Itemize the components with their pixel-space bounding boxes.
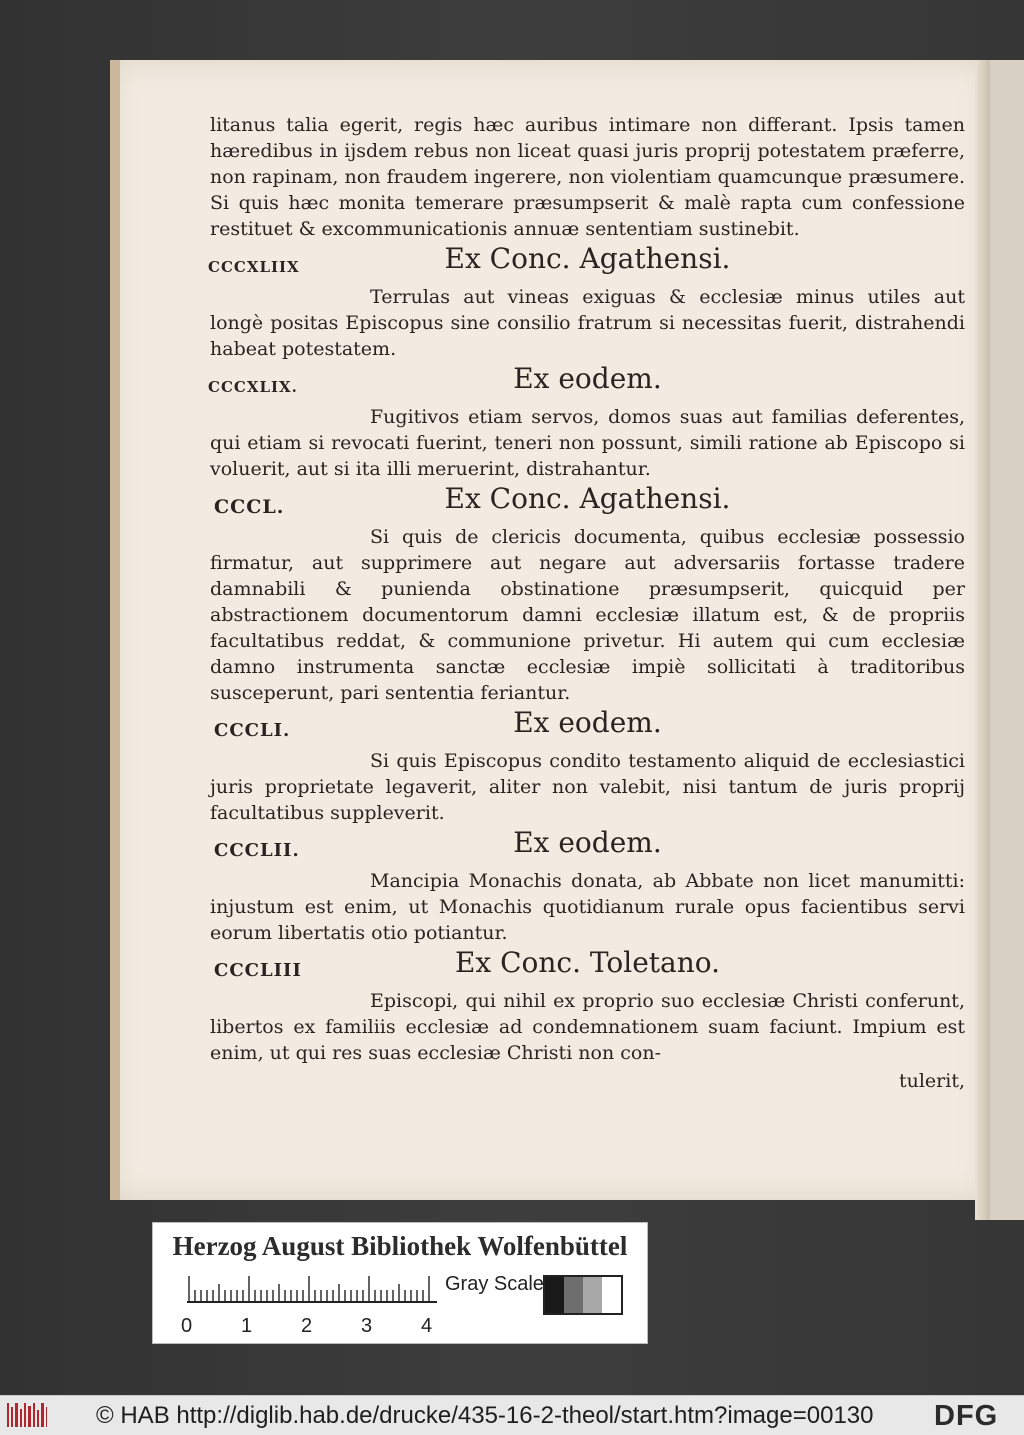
ruler-number: 0 [181, 1315, 193, 1337]
section-text: Mancipia Monachis donata, ab Abbate non licet manumitti: injustum est enim, ut Monachis quotidianum rurale opus facientibus servi eorum libertatis otio potiantur. [210, 870, 965, 944]
section-numeral: CCCXLIIX [208, 258, 300, 276]
section-heading-row [210, 946, 965, 988]
ruler-number: 2 [301, 1315, 313, 1337]
section-numeral: CCCLIII [214, 960, 302, 981]
section-heading: Ex Conc. Toletano. [454, 946, 721, 979]
section-heading: Ex eodem. [513, 706, 662, 739]
section-heading-row [210, 706, 965, 748]
ruler-scale [187, 1275, 437, 1303]
section-heading: Ex eodem. [513, 362, 662, 395]
source-url[interactable]: © HAB http://diglib.hab.de/drucke/435-16-2-theol/start.htm?image=00130 [96, 1402, 874, 1429]
section-numeral: CCCL. [214, 496, 285, 518]
section-heading: Ex Conc. Agathensi. [444, 482, 731, 515]
page-right-edge [975, 60, 990, 1220]
section-heading-row [210, 826, 965, 868]
section-heading: Ex Conc. Agathensi. [444, 242, 731, 275]
ruler-numbers [181, 1315, 441, 1337]
catchword: tulerit, [898, 1070, 965, 1092]
adjacent-page-edge [990, 60, 1024, 1220]
section-numeral: CCCLII. [214, 840, 300, 861]
section-text: Si quis Episcopus condito testamento aliquid de ecclesiastici juris proprietate legaverit, aliter non valebit, nisi tantum de juris proprij facultatibus suppleverit. [210, 750, 965, 824]
gray-swatch-black [545, 1277, 564, 1313]
ruler-number: 4 [421, 1315, 433, 1337]
section-numeral: CCCLI. [214, 720, 291, 741]
ruler-number: 3 [361, 1315, 373, 1337]
lead-paragraph: litanus talia egerit, regis hæc auribus intimare non differant. Ipsis tamen hæredibus in ijsdem rebus non liceat quasi juris proprij potestatem præferre, non rapinam, non fraudem ingerere, non violentiam quamcunque præsumere. Si quis hæc monita temerare præsumpserit & malè rapta cum confessione restituet & excommunicationis annuæ sententiam sustinebit. [210, 114, 965, 240]
section-numeral: CCCXLIX. [208, 378, 298, 396]
page-text [210, 112, 965, 1094]
gray-scale-label: Gray Scale [445, 1273, 544, 1295]
gray-scale-swatch [543, 1275, 623, 1315]
section-heading-row [210, 482, 965, 524]
section-text: Si quis de clericis documenta, quibus ecclesiæ possessio firmatur, aut supprimere aut negare aut adversariis fortasse tradere damnabili & punienda obstinatione præsumpserit, quicquid per abstractionem documentorum damni ecclesiæ illatum est, & de propriis facultatibus reddat, & communione privetur. Hi autem qui cum ecclesiæ damno instrumenta sanctæ ecclesiæ impiè sollicitati à traditoribus susceperunt, pari sententia feriantur. [210, 526, 965, 704]
section-text: Fugitivos etiam servos, domos suas aut familias deferentes, qui etiam si revocati fuerint, teneri non possunt, simili ratione ab Episcopo si voluerit, aut si ita illi meruerint, distrahantur. [210, 406, 965, 480]
section-text: Terrulas aut vineas exiguas & ecclesiæ minus utiles aut longè positas Episcopus sine consilio fratrum si necessitas fuerit, distrahendi habeat potestatem. [210, 286, 965, 360]
gray-swatch-dark [564, 1277, 583, 1313]
section-text: Episcopi, qui nihil ex proprio suo ecclesiæ Christi conferunt, libertos ex familiis ecclesiæ ad condemnationem suam faciunt. Impium est enim, ut qui res suas ecclesiæ Christi non con- [210, 990, 965, 1064]
page-left-edge [110, 60, 120, 1200]
gray-swatch-light [583, 1277, 602, 1313]
section-heading-row [208, 242, 965, 284]
section-heading-row [208, 362, 965, 404]
card-title: Herzog August Bibliothek Wolfenbüttel [172, 1231, 628, 1261]
section-heading: Ex eodem. [513, 826, 662, 859]
library-color-card [152, 1222, 648, 1344]
ruler-number: 1 [241, 1315, 253, 1337]
barcode-icon [6, 1401, 48, 1429]
dfg-logo: DFG [934, 1400, 999, 1432]
gray-swatch-white [602, 1277, 621, 1313]
viewer-footer [0, 1395, 1024, 1435]
